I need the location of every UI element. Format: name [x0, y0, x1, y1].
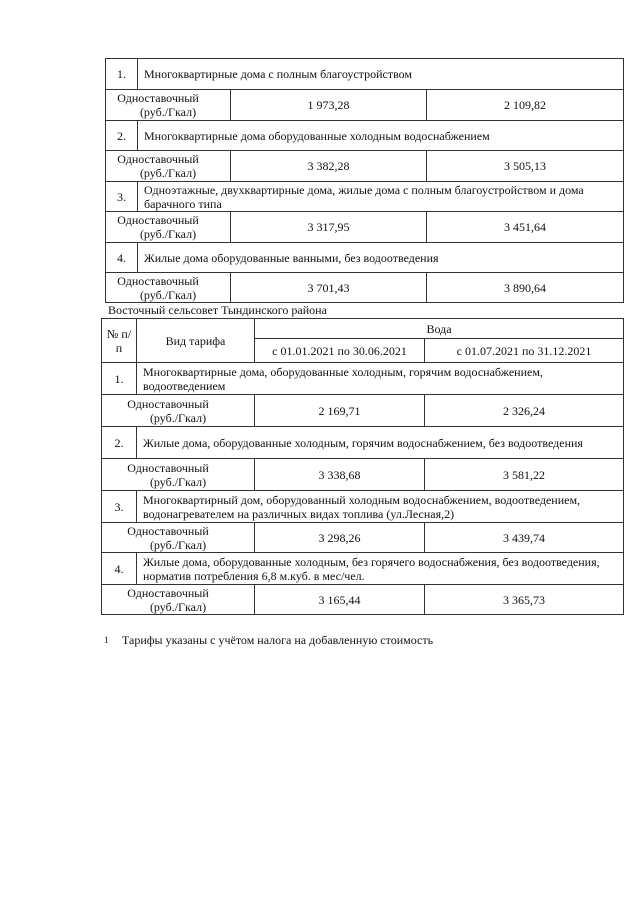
- tariff-label-line1: Одноставочный: [127, 460, 209, 475]
- header-period-2: с 01.07.2021 по 31.12.2021: [425, 339, 624, 363]
- tariff-row: [106, 212, 624, 243]
- tariff-value-period-2: 2 326,24: [425, 395, 624, 427]
- tariff-value-period-2: 3 451,64: [427, 212, 624, 243]
- tariff-table-2: [101, 318, 624, 615]
- tariff-label-line1: Одноставочный: [117, 273, 199, 288]
- group-description: Жилые дома оборудованные ванными, без водоотведения: [138, 243, 624, 273]
- tariff-value-period-2: 3 439,74: [425, 523, 624, 553]
- footnote-text: Тарифы указаны с учётом налога на добавленную стоимость: [122, 633, 434, 647]
- group-row: [106, 182, 624, 212]
- footnote-mark: 1: [104, 635, 109, 645]
- header-period-1: с 01.01.2021 по 30.06.2021: [255, 339, 425, 363]
- group-row: [102, 427, 624, 459]
- group-description: Одноэтажные, двухквартирные дома, жилые дома с полным благоустройством и дома барачного типа: [138, 182, 624, 212]
- table-header-row: [102, 319, 624, 339]
- tariff-label-line2: (руб./Гкал): [139, 287, 197, 302]
- header-num: № п/п: [102, 319, 137, 363]
- group-row: [106, 59, 624, 90]
- tariff-row: [102, 585, 624, 615]
- header-tariff-type: Вид тарифа: [137, 319, 255, 363]
- tariff-label-line1: Одноставочный: [117, 213, 199, 227]
- tariff-label-line2: (руб./Гкал): [149, 410, 207, 425]
- tariff-row: [106, 151, 624, 182]
- tariff-value-period-1: 3 298,26: [255, 523, 425, 553]
- tariff-label-line2: (руб./Гкал): [139, 105, 197, 119]
- tariff-label-line2: (руб./Гкал): [149, 474, 207, 489]
- tariff-label: [102, 395, 255, 427]
- group-description: Многоквартирные дома, оборудованные холодным, горячим водоснабжением, водоотведением: [137, 363, 624, 395]
- group-description: Жилые дома, оборудованные холодным, без горячего водоснабжения, без водоотведения, норматив потребления 6,8 м.куб. в мес/чел.: [137, 553, 624, 585]
- tariff-label: [102, 459, 255, 491]
- row-number: 4.: [106, 243, 138, 273]
- group-description: Жилые дома, оборудованные холодным, горячим водоснабжением, без водоотведения: [137, 427, 624, 459]
- row-number: 1.: [106, 59, 138, 90]
- tariff-value-period-1: 3 317,95: [231, 212, 427, 243]
- footnote: [104, 633, 433, 647]
- tariff-row: [106, 90, 624, 121]
- tariff-value-period-1: 3 165,44: [255, 585, 425, 615]
- tariff-value-period-1: 3 338,68: [255, 459, 425, 491]
- tariff-value-period-2: 3 365,73: [425, 585, 624, 615]
- tariff-value-period-2: 3 505,13: [427, 151, 624, 182]
- tariff-label: [106, 273, 231, 303]
- group-row: [106, 121, 624, 151]
- row-number: 4.: [102, 553, 137, 585]
- tariff-value-period-2: 2 109,82: [427, 90, 624, 121]
- tariff-label: [102, 585, 255, 615]
- tariff-row: [102, 395, 624, 427]
- tariff-label-line2: (руб./Гкал): [139, 227, 197, 241]
- tariff-value-period-2: 3 890,64: [427, 273, 624, 303]
- tariff-table-1: [105, 58, 624, 303]
- row-number: 2.: [106, 121, 138, 151]
- tariff-row: [102, 523, 624, 553]
- row-number: 2.: [102, 427, 137, 459]
- tariff-value-period-1: 2 169,71: [255, 395, 425, 427]
- row-number: 1.: [102, 363, 137, 395]
- tariff-value-period-1: 3 382,28: [231, 151, 427, 182]
- tariff-label: [102, 523, 255, 553]
- header-water: Вода: [255, 319, 624, 339]
- tariff-value-period-1: 3 701,43: [231, 273, 427, 303]
- tariff-label: [106, 90, 231, 121]
- tariff-label-line1: Одноставочный: [127, 585, 209, 600]
- tariff-label-line2: (руб./Гкал): [149, 537, 207, 552]
- tariff-label: [106, 212, 231, 243]
- row-number: 3.: [106, 182, 138, 212]
- tariff-label-line2: (руб./Гкал): [139, 166, 197, 180]
- section-caption: Восточный сельсовет Тындинского района: [108, 303, 327, 317]
- tariff-label: [106, 151, 231, 182]
- group-row: [106, 243, 624, 273]
- tariff-row: [106, 273, 624, 303]
- tariff-label-line1: Одноставочный: [127, 523, 209, 538]
- tariff-value-period-1: 1 973,28: [231, 90, 427, 121]
- tariff-label-line1: Одноставочный: [127, 396, 209, 411]
- tariff-label-line1: Одноставочный: [117, 91, 199, 105]
- group-row: [102, 491, 624, 523]
- group-row: [102, 553, 624, 585]
- tariff-row: [102, 459, 624, 491]
- group-description: Многоквартирный дом, оборудованный холодным водоснабжением, водоотведением, водонагревателем на различных видах топлива (ул.Лесная,2): [137, 491, 624, 523]
- row-number: 3.: [102, 491, 137, 523]
- tariff-label-line2: (руб./Гкал): [149, 599, 207, 614]
- group-row: [102, 363, 624, 395]
- tariff-label-line1: Одноставочный: [117, 152, 199, 166]
- tariff-value-period-2: 3 581,22: [425, 459, 624, 491]
- group-description: Многоквартирные дома с полным благоустройством: [138, 59, 624, 90]
- group-description: Многоквартирные дома оборудованные холодным водоснабжением: [138, 121, 624, 151]
